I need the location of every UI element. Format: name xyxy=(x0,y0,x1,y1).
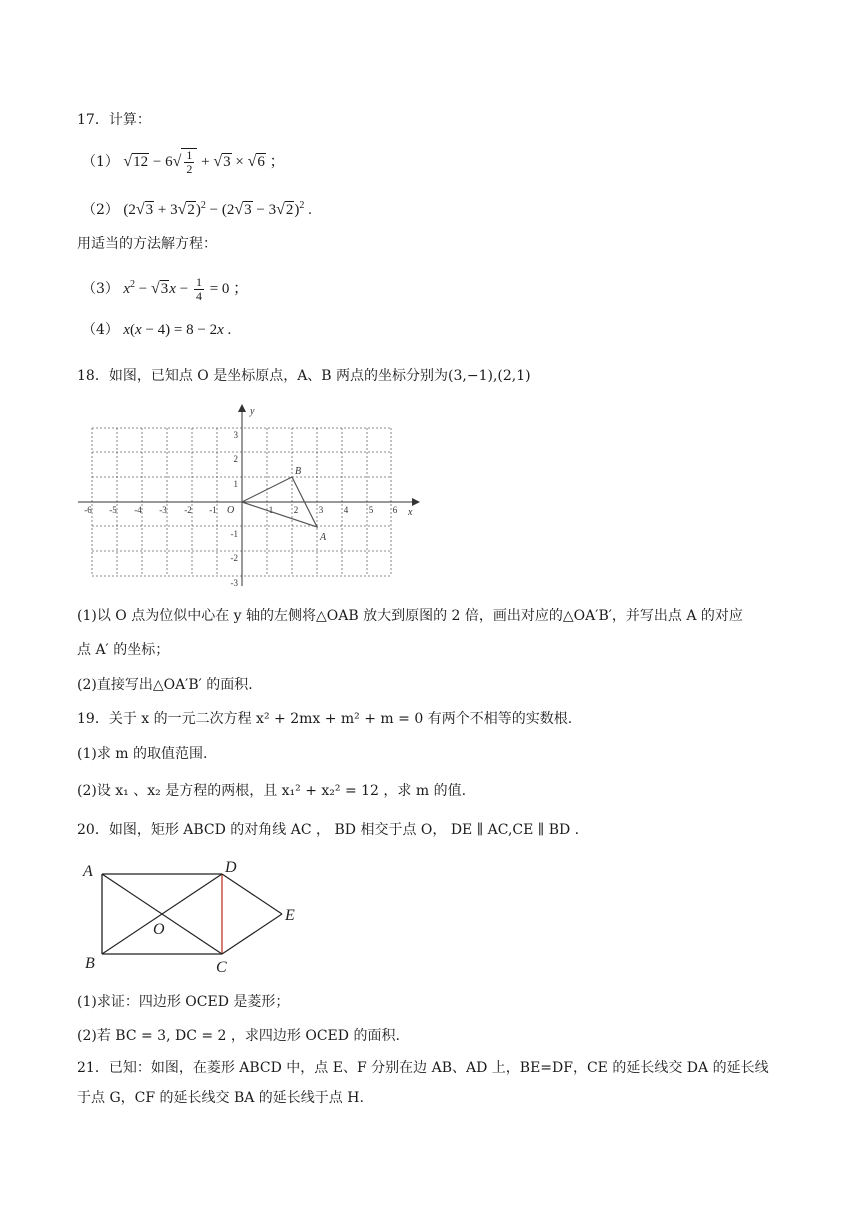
y-tick-label: 3 xyxy=(233,430,238,440)
y-tick-label: -2 xyxy=(230,553,238,563)
x-tick-label: 3 xyxy=(318,505,324,515)
x-tick-label: -4 xyxy=(134,505,142,515)
q17-p4-label: （4） xyxy=(82,322,119,338)
x-tick-label: -1 xyxy=(209,505,217,515)
point-a-label: A xyxy=(320,532,327,543)
q17-p1-expression: √12 − 6√ $\frac{1}{2}$ + √3 × √6 ； xyxy=(123,148,285,176)
q18-part1-line1: (1)以 O 点为位似中心在 y 轴的左侧将△OAB 放大到原图的 2 倍，画出对应的△OA′B′，并写出点 A 的对应 xyxy=(77,608,743,624)
y-tick-label: -1 xyxy=(230,529,238,539)
label-a: A xyxy=(83,863,93,880)
q17-p3-label: （3） xyxy=(82,281,119,297)
q19-line: 19．关于 x 的一元二次方程 x² + 2mx + m² + m = 0 有两个不相等的实数根. xyxy=(77,711,573,727)
y-tick-label: 2 xyxy=(233,454,238,464)
q18-part2: (2)直接写出△OA′B′ 的面积. xyxy=(77,677,253,693)
x-tick-label: 1 xyxy=(268,505,274,515)
x-tick-label: -2 xyxy=(184,505,192,515)
coordinate-grid-figure xyxy=(74,402,420,586)
q18-title: 18．如图，已知点 O 是坐标原点，A、B 两点的坐标分别为(3,−1),(2,1) xyxy=(77,368,531,384)
y-axis-label: y xyxy=(250,406,255,417)
segment-ce xyxy=(222,914,282,954)
q20-part2: (2)若 BC = 3, DC = 2 ，求四边形 OCED 的面积. xyxy=(77,1028,400,1044)
q20-line: 20．如图，矩形 ABCD 的对角线 AC ， BD 相交于点 O， DE ∥ AC,CE ∥ BD . xyxy=(77,822,580,838)
q19-part1: (1)求 m 的取值范围. xyxy=(77,746,208,762)
x-tick-label: 2 xyxy=(293,505,299,515)
x-tick-label: -6 xyxy=(84,505,92,515)
q17-method: 用适当的方法解方程： xyxy=(77,236,217,252)
q18-part1-line2: 点 A′ 的坐标； xyxy=(77,642,170,658)
q20-part1: (1)求证：四边形 OCED 是菱形； xyxy=(77,994,290,1010)
y-tick-label: -3 xyxy=(230,578,238,586)
rectangle-figure xyxy=(80,854,310,978)
x-axis-label: x xyxy=(408,507,413,518)
label-d: D xyxy=(225,859,237,876)
x-tick-labels xyxy=(84,505,398,515)
x-axis-arrow xyxy=(412,498,420,506)
q21-line2: 于点 G，CF 的延长线交 BA 的延长线于点 H. xyxy=(77,1090,364,1106)
point-b-label: B xyxy=(295,466,302,477)
q17-p3-expression: $x^2 - √3x$ − $\frac{1}{4}$ = 0 ； xyxy=(123,275,249,304)
origin-label: O xyxy=(227,505,235,516)
x-tick-label: 4 xyxy=(343,505,349,515)
label-o: O xyxy=(153,921,165,938)
q17-p2-expression: $(2√3 + 3√2)^2 - (2√3 - 3√2)^2$ . xyxy=(123,200,312,218)
q17-part2 xyxy=(82,196,312,220)
q17-part4 xyxy=(82,320,231,340)
x-tick-label: 5 xyxy=(368,505,374,515)
q21-line1: 21．已知：如图，在菱形 ABCD 中，点 E、F 分别在边 AB、AD 上，BE=DF，CE 的延长线交 DA 的延长线 xyxy=(77,1060,769,1076)
x-tick-label: -5 xyxy=(109,505,117,515)
q19-part2: (2)设 x₁ 、x₂ 是方程的两根，且 x₁² + x₂² = 12 ，求 m 的值. xyxy=(77,783,467,799)
y-axis-arrow xyxy=(238,404,246,412)
q17-p4-expression: x(x − 4) = 8 − 2x . xyxy=(123,322,232,338)
segment-de xyxy=(222,874,282,914)
q17-part3 xyxy=(82,275,248,303)
y-tick-label: 1 xyxy=(233,479,238,489)
label-e: E xyxy=(285,907,295,924)
label-c: C xyxy=(216,959,227,976)
x-tick-label: -3 xyxy=(159,505,167,515)
x-tick-label: 6 xyxy=(392,505,398,515)
label-b: B xyxy=(85,955,95,972)
q17-p2-label: （2） xyxy=(82,202,119,218)
q17-title: 17．计算： xyxy=(77,112,151,128)
q17-part1 xyxy=(82,148,285,176)
q17-p1-label: （1） xyxy=(82,153,119,170)
